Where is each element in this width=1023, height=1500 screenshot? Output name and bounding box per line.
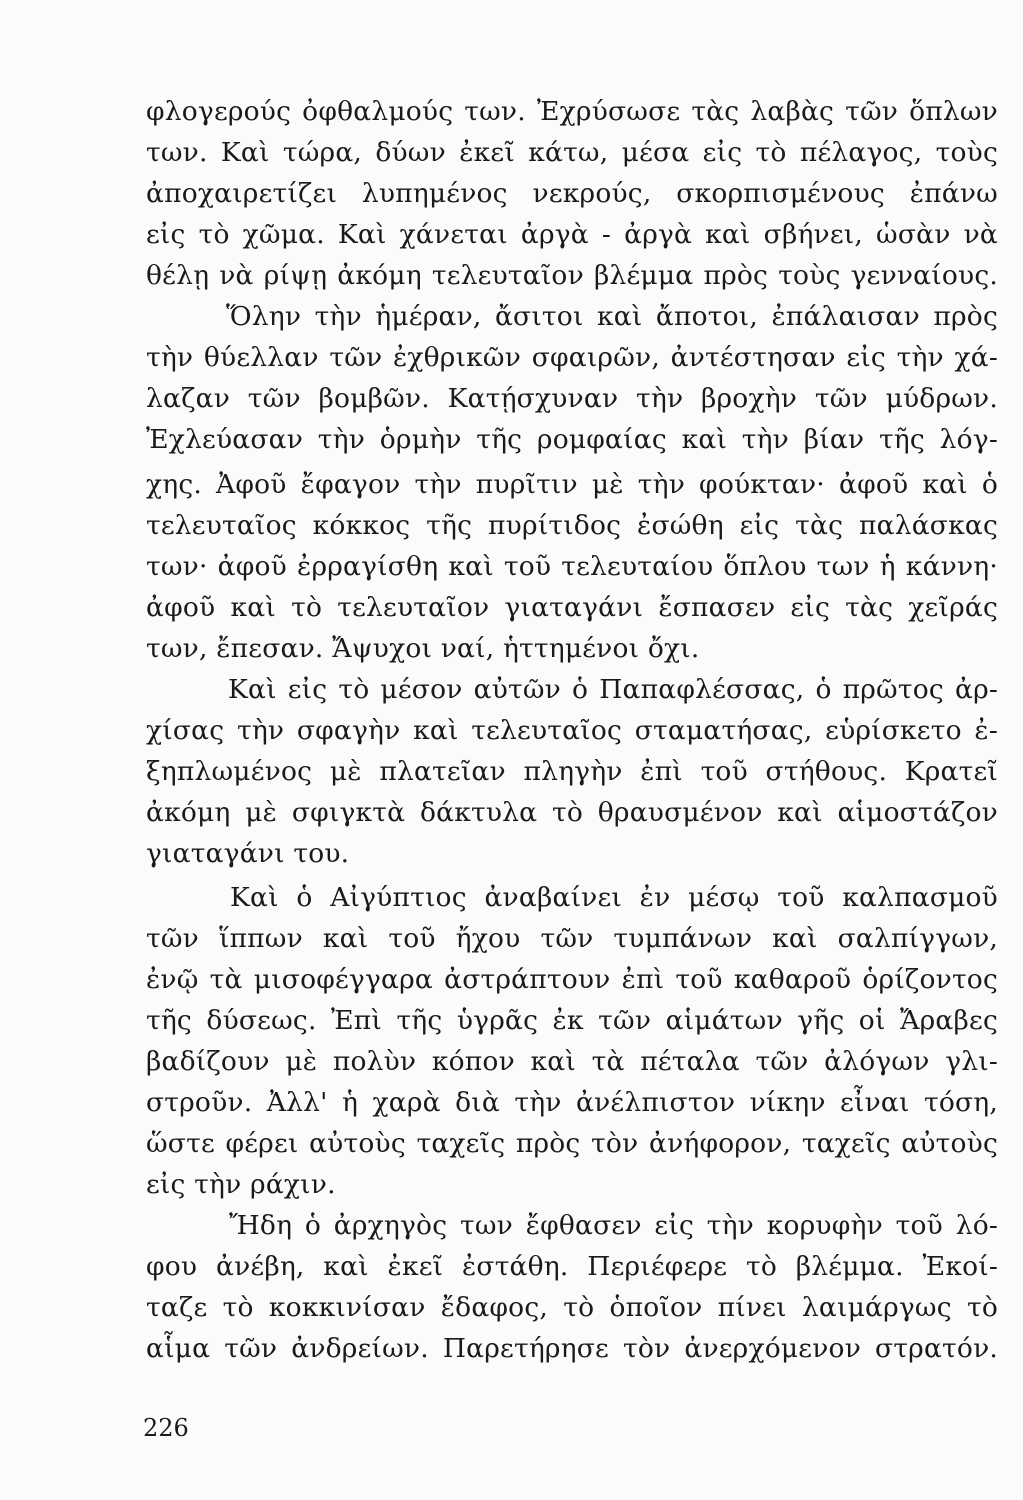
text-line: θέλῃ νὰ ρίψῃ ἀκόμη τελευταῖον βλέμμα πρὸς τοὺς γενναίους. bbox=[146, 260, 998, 291]
text-line: τελευταῖος κόκκος τῆς πυρίτιδος ἐσώθη εἰς τὰς παλάσκας bbox=[146, 510, 998, 541]
text-line: λαζαν τῶν βομβῶν. Κατῄσχυναν τὴν βροχὴν τῶν μύδρων. bbox=[146, 383, 998, 414]
text-line: χης. Ἀφοῦ ἔφαγον τὴν πυρῖτιν μὲ τὴν φούκταν· ἀφοῦ καὶ ὁ bbox=[146, 469, 998, 500]
text-line: Ἐχλεύασαν τὴν ὁρμὴν τῆς ρομφαίας καὶ τὴν βίαν τῆς λόγ- bbox=[146, 424, 998, 455]
text-line: φου ἀνέβη, καὶ ἐκεῖ ἐστάθη. Περιέφερε τὸ βλέμμα. Ἐκοί- bbox=[146, 1251, 998, 1282]
page-number: 226 bbox=[143, 1414, 189, 1442]
text-line: των. Καὶ τώρα, δύων ἐκεῖ κάτω, μέσα εἰς τὸ πέλαγος, τοὺς bbox=[146, 137, 998, 168]
text-line: αἷμα τῶν ἀνδρείων. Παρετήρησε τὸν ἀνερχόμενον στρατόν. bbox=[146, 1333, 998, 1364]
text-line: ταζε τὸ κοκκινίσαν ἔδαφος, τὸ ὁποῖον πίνει λαιμάργως τὸ bbox=[146, 1292, 998, 1323]
text-line: χίσας τὴν σφαγὴν καὶ τελευταῖος σταματήσας, εὑρίσκετο ἐ- bbox=[146, 715, 998, 746]
text-line: των· ἀφοῦ ἐρραγίσθη καὶ τοῦ τελευταίου ὅπλου των ἡ κάννη· bbox=[146, 551, 998, 582]
text-line: τῶν ἵππων καὶ τοῦ ἤχου τῶν τυμπάνων καὶ σαλπίγγων, bbox=[146, 923, 998, 954]
paragraph-start-line: Καὶ ὁ Αἰγύπτιος ἀναβαίνει ἐν μέσῳ τοῦ καλπασμοῦ bbox=[230, 882, 998, 913]
paragraph-start-line: Ἤδη ὁ ἀρχηγὸς των ἔφθασεν εἰς τὴν κορυφὴν τοῦ λό- bbox=[229, 1210, 998, 1241]
paragraph-start-line: Καὶ εἰς τὸ μέσον αὐτῶν ὁ Παπαφλέσσας, ὁ πρῶτος ἀρ- bbox=[228, 674, 998, 705]
text-line: τῆς δύσεως. Ἐπὶ τῆς ὑγρᾶς ἐκ τῶν αἱμάτων γῆς οἱ Ἄραβες bbox=[146, 1005, 998, 1036]
text-line: στροῦν. Ἀλλ' ἡ χαρὰ διὰ τὴν ἀνέλπιστον νίκην εἶναι τόση, bbox=[146, 1087, 998, 1118]
text-line: ξηπλωμένος μὲ πλατεῖαν πληγὴν ἐπὶ τοῦ στήθους. Κρατεῖ bbox=[146, 756, 998, 787]
text-line: εἰς τὸ χῶμα. Καὶ χάνεται ἀργὰ - ἀργὰ καὶ σβήνει, ὡσὰν νὰ bbox=[146, 219, 998, 250]
paragraph-end-line: εἰς τὴν ράχιν. bbox=[146, 1169, 336, 1200]
text-line: ὥστε φέρει αὐτοὺς ταχεῖς πρὸς τὸν ἀνήφορον, ταχεῖς αὐτοὺς bbox=[146, 1128, 998, 1159]
paragraph-start-line: Ὅλην τὴν ἡμέραν, ἄσιτοι καὶ ἄποτοι, ἐπάλαισαν πρὸς bbox=[226, 301, 998, 332]
text-line: φλογερούς ὀφθαλμούς των. Ἐχρύσωσε τὰς λαβὰς τῶν ὅπλων bbox=[146, 96, 998, 127]
paragraph-end-line: των, ἔπεσαν. Ἄψυχοι ναί, ἡττημένοι ὄχι. bbox=[146, 633, 700, 664]
text-line: ἀκόμη μὲ σφιγκτὰ δάκτυλα τὸ θραυσμένον καὶ αἱμοστάζον bbox=[146, 797, 998, 828]
text-line: ἐνῷ τὰ μισοφέγγαρα ἀστράπτουν ἐπὶ τοῦ καθαροῦ ὁρίζοντος bbox=[146, 964, 998, 995]
text-line: βαδίζουν μὲ πολὺν κόπον καὶ τὰ πέταλα τῶν ἀλόγων γλι- bbox=[146, 1046, 998, 1077]
text-line: ἀποχαιρετίζει λυπημένος νεκρούς, σκορπισμένους ἐπάνω bbox=[146, 178, 998, 209]
paragraph-end-line: γιαταγάνι του. bbox=[146, 838, 350, 869]
text-line: τὴν θύελλαν τῶν ἐχθρικῶν σφαιρῶν, ἀντέστησαν εἰς τὴν χά- bbox=[146, 342, 998, 373]
text-line: ἀφοῦ καὶ τὸ τελευταῖον γιαταγάνι ἔσπασεν εἰς τὰς χεῖράς bbox=[146, 592, 998, 623]
